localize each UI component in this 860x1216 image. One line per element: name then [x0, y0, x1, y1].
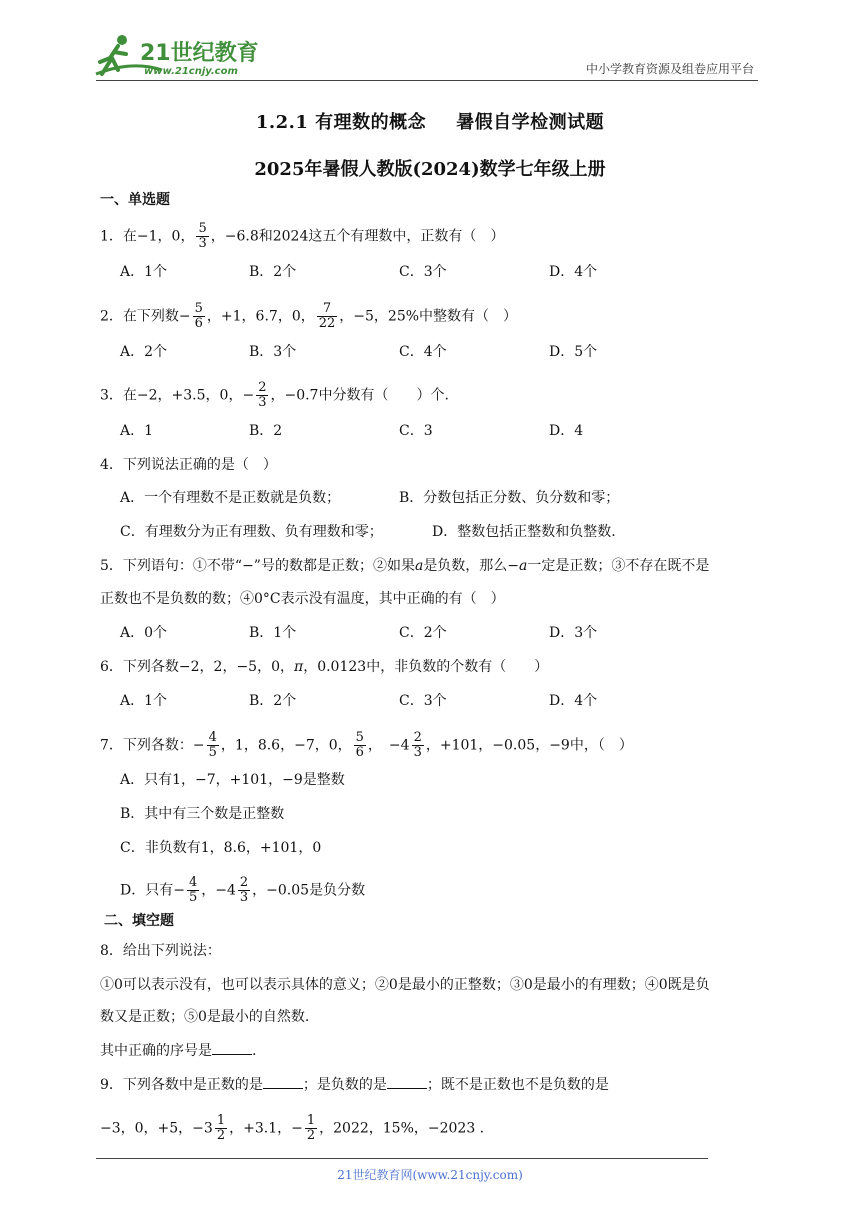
question-4-option-c: C．有理数分为正有理数、负有理数和零；: [120, 524, 383, 540]
question-2-option-b: B．3个: [249, 344, 297, 360]
question-6-option-c: C．3个: [399, 693, 447, 709]
footer-divider: [96, 1158, 708, 1159]
question-8-statement-line1: ①0可以表示没有，也可以表示具体的意义；②0是最小的正整数；③0是最小的有理数；④0既是负: [100, 977, 710, 993]
question-8-answer-line: 其中正确的序号是 .: [100, 1040, 256, 1061]
question-1-option-a: A．1个: [120, 264, 168, 280]
fraction: $\frac{5}{3}$: [198, 221, 207, 251]
title-test-name: 暑假自学检测试题: [456, 112, 605, 133]
question-7-option-b: B．其中有三个数是正整数: [120, 806, 285, 822]
question-9-stem-line2: −3，0，+5，−3 $\frac{1}{2}$ ，+3.1，− $\frac{1}{2}$ ，2022，15%，−2023 .: [100, 1113, 485, 1143]
question-4-option-a: A．一个有理数不是正数就是负数；: [120, 490, 341, 506]
answer-blank: [387, 1074, 427, 1089]
question-6-option-d: D．4个: [549, 693, 598, 709]
question-8-statement-line2: 数又是正数；⑤0是最小的自然数.: [100, 1009, 310, 1025]
question-3-option-c: C．3: [399, 423, 433, 439]
question-5-option-b: B．1个: [249, 625, 297, 641]
question-1-option-b: B．2个: [249, 264, 297, 280]
question-3-stem: 3．在−2，+3.5，0，− $\frac{2}{3}$ ，−0.7中分数有（ ）个.: [100, 380, 449, 410]
page-title: [0, 108, 860, 134]
question-9-stem-line1: 9．下列各数中是正数的是 ；是负数的是 ；既不是正数也不是负数的是: [100, 1074, 609, 1095]
question-1-option-c: C．3个: [399, 264, 447, 280]
answer-blank: [263, 1074, 303, 1089]
section-heading-fill-blank: 二、填空题: [104, 913, 174, 929]
question-6-stem: 6．下列各数−2，2，−5，0，π，0.0123中，非负数的个数有（ ）: [100, 659, 549, 675]
question-3-option-d: D．4: [549, 423, 584, 439]
question-7-stem: 7．下列各数：− $\frac{4}{5}$ ，1，8.6，−7，0， $\frac{5}{6}$ ， −4 $\frac{2}{3}$ ，+101，−0.05，−9中，（ ）: [100, 730, 633, 760]
question-5-option-d: D．3个: [549, 625, 598, 641]
header-divider: [96, 80, 758, 81]
page-subtitle: 2025年暑假人教版(2024)数学七年级上册: [254, 159, 606, 180]
question-3-option-b: B．2: [249, 423, 283, 439]
logo-text: 21世纪教育: [140, 41, 259, 66]
question-2-option-d: D．5个: [549, 344, 598, 360]
logo-url-text: www.21cnjy.com: [144, 66, 238, 77]
question-5-option-c: C．2个: [399, 625, 447, 641]
site-logo: [92, 30, 262, 80]
question-5-stem-line2: 正数也不是负数的数；④0°C表示没有温度，其中正确的有（ ）: [100, 591, 505, 607]
section-heading-single-choice: 一、单选题: [100, 192, 170, 208]
question-7-option-c: C．非负数有1，8.6，+101，0: [120, 840, 322, 856]
question-6-option-b: B．2个: [249, 693, 297, 709]
question-6-option-a: A．1个: [120, 693, 168, 709]
question-4-stem: 4．下列说法正确的是（ ）: [100, 457, 277, 473]
question-1-stem: 1．在−1，0， $\frac{5}{3}$ ，−6.8和2024这五个有理数中，正数有（ ）: [100, 221, 505, 251]
question-5-stem-line1: 5．下列语句：①不带“−”号的数都是正数；②如果a是负数，那么−a一定是正数；③不存在既不是: [100, 558, 710, 574]
footer-link[interactable]: 21世纪教育网(www.21cnjy.com): [337, 1168, 523, 1182]
question-8-stem: 8．给出下列说法：: [100, 943, 221, 959]
question-2-option-c: C．4个: [399, 344, 447, 360]
answer-blank: [212, 1040, 252, 1055]
question-7-option-d: D．只有− $\frac{4}{5}$ ，−4 $\frac{2}{3}$ ，−0.05是负分数: [120, 875, 366, 905]
question-7-option-a: A．只有1，−7，+101，−9是整数: [120, 772, 345, 788]
question-1-option-d: D．4个: [549, 264, 598, 280]
question-2-stem: 2．在下列数− $\frac{5}{6}$ ，+1，6.7，0， $\frac{7}{22}$ ，−5，25%中整数有（ ）: [100, 301, 518, 331]
title-topic: 1.2.1 有理数的概念: [255, 112, 427, 133]
question-5-option-a: A．0个: [120, 625, 168, 641]
question-4-option-b: B．分数包括正分数、负分数和零；: [399, 490, 620, 506]
header-platform-text: 中小学教育资源及组卷应用平台: [585, 62, 754, 76]
question-4-option-d: D．整数包括正整数和负整数.: [432, 524, 616, 540]
question-3-option-a: A．1: [120, 423, 154, 439]
question-2-option-a: A．2个: [120, 344, 168, 360]
